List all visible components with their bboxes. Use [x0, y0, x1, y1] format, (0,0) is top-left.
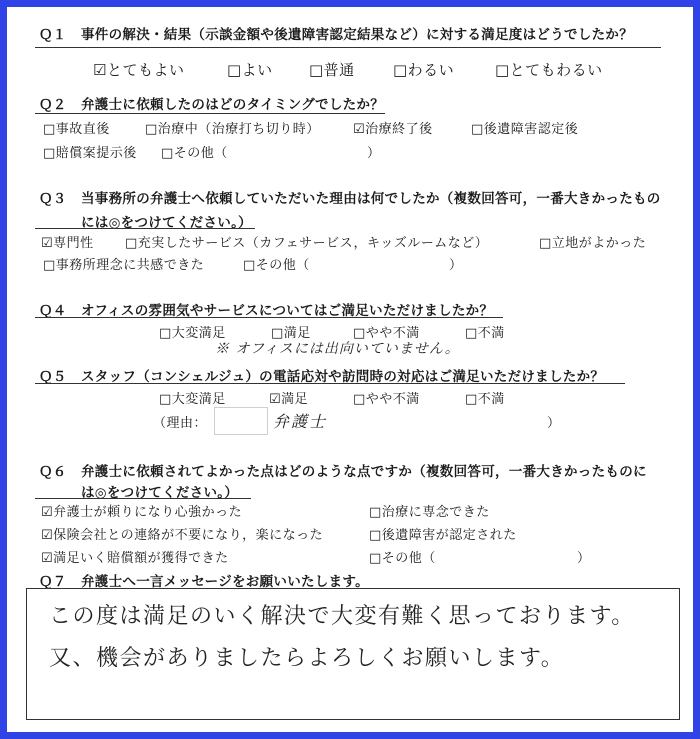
q3-question: [39, 187, 661, 207]
q6-number: Ｑ６: [39, 464, 67, 480]
q2-question: [39, 93, 384, 113]
q3-option-expertise[interactable]: ☑専門性: [41, 236, 94, 251]
q7-message-line-1: この度は満足のいく解決で大変有難く思っております。: [49, 604, 635, 629]
q2-option-after-offer[interactable]: □賠償案提示後: [43, 146, 137, 161]
q5-number: Ｑ５: [39, 369, 67, 385]
q7-text: 弁護士へ一言メッセージをお願いいたします。: [81, 574, 369, 590]
q1-option-very-good[interactable]: ☑とてもよい: [93, 61, 185, 79]
q2-option-during-treatment[interactable]: □治療中（治療打ち切り時）: [145, 122, 320, 137]
q3-option-services[interactable]: □充実したサービス（カフェサービス，キッズルームなど）: [125, 236, 489, 251]
q6-option-compensation[interactable]: ☑満足いく賠償額が獲得できた: [41, 551, 229, 566]
q6-question: [39, 460, 647, 480]
q1-number: Ｑ１: [39, 27, 67, 43]
q3-underline: [35, 228, 255, 229]
q5-option-slightly-dissatisfied[interactable]: □やや不満: [353, 392, 420, 407]
q3-text: 当事務所の弁護士へ依頼していただいた理由は何でしたか（複数回答可，一番大きかったもの: [81, 191, 661, 207]
q4-option-satisfied[interactable]: □満足: [271, 326, 311, 341]
q5-option-dissatisfied[interactable]: □不満: [465, 392, 505, 407]
q1-question: [39, 23, 633, 43]
q5-option-very-satisfied[interactable]: □大変満足: [159, 392, 226, 407]
q4-underline: [35, 317, 503, 318]
q2-option-after-certification[interactable]: □後遺障害認定後: [471, 122, 579, 137]
q3-option-philosophy[interactable]: □事務所理念に共感できた: [43, 258, 205, 273]
q7-message-line-2: 又、機会がありましたらよろしくお願いします。: [49, 646, 565, 671]
q7-question: [39, 570, 369, 590]
q3-number: Ｑ３: [39, 191, 67, 207]
q2-option-right-after[interactable]: □事故直後: [43, 122, 110, 137]
q6-option-disability-certified[interactable]: □後遺障害が認定された: [369, 528, 517, 543]
q3-text-cont: には◎をつけてください。）: [81, 215, 252, 231]
q7-message-box[interactable]: [26, 588, 680, 720]
q5-option-satisfied[interactable]: ☑満足: [269, 392, 309, 407]
q1-option-very-bad[interactable]: □とてもわるい: [495, 61, 603, 79]
q4-option-slightly-dissatisfied[interactable]: □やや不満: [353, 326, 420, 341]
q2-option-other[interactable]: □その他（: [161, 146, 228, 161]
q6-option-reliable[interactable]: ☑弁護士が頼りになり心強かった: [41, 505, 243, 520]
q5-text: スタッフ（コンシェルジュ）の電話応対や訪問時の対応はご満足いただけましたか？: [81, 369, 605, 385]
q1-option-bad[interactable]: □わるい: [393, 61, 455, 79]
q3-option-other[interactable]: □その他（: [243, 258, 310, 273]
q1-option-normal[interactable]: □普通: [309, 61, 355, 79]
q5-reason-box[interactable]: [214, 407, 268, 435]
q1-option-good[interactable]: □よい: [227, 61, 273, 79]
q1-rule: [35, 47, 661, 48]
q5-reason-value: 弁護士: [273, 412, 328, 431]
q2-number: Ｑ２: [39, 97, 67, 113]
q3-option-location[interactable]: □立地がよかった: [539, 236, 647, 251]
q5-reason-close: ）: [547, 416, 561, 431]
q4-option-very-satisfied[interactable]: □大変満足: [159, 326, 226, 341]
q1-text: 事件の解決・結果（示談金額や後遺障害認定結果など）に対する満足度はどうでしたか？: [81, 27, 633, 43]
q4-question: [39, 299, 493, 319]
q5-underline: [35, 383, 625, 384]
q6-option-focus-treatment[interactable]: □治療に専念できた: [369, 505, 490, 520]
q2-underline: [35, 113, 385, 114]
q6-text: 弁護士に依頼されてよかった点はどのような点ですか（複数回答可，一番大きかったものに: [81, 464, 647, 480]
q5-reason-label: （理由：: [153, 416, 208, 431]
q4-text: オフィスの雰囲気やサービスについてはご満足いただけましたか？: [81, 303, 494, 319]
q5-question: [39, 365, 604, 385]
q6-underline: [35, 498, 251, 499]
q4-handwritten-note: ※ オフィスには出向いていません。: [215, 341, 460, 357]
q2-other-close: ）: [367, 146, 381, 161]
q4-option-dissatisfied[interactable]: □不満: [465, 326, 505, 341]
q4-number: Ｑ４: [39, 303, 67, 319]
q2-option-after-treatment[interactable]: ☑治療終了後: [353, 122, 433, 137]
q6-text-cont: は◎をつけてください。）: [81, 485, 239, 501]
q6-option-other[interactable]: □その他（: [369, 551, 436, 566]
q3-other-close: ）: [449, 258, 463, 273]
q2-text: 弁護士に依頼したのはどのタイミングでしたか？: [81, 97, 385, 113]
q6-other-close: ）: [577, 551, 591, 566]
q7-number: Ｑ７: [39, 574, 67, 590]
q6-option-no-insurer-contact[interactable]: ☑保険会社との連絡が不要になり，楽になった: [41, 528, 324, 543]
